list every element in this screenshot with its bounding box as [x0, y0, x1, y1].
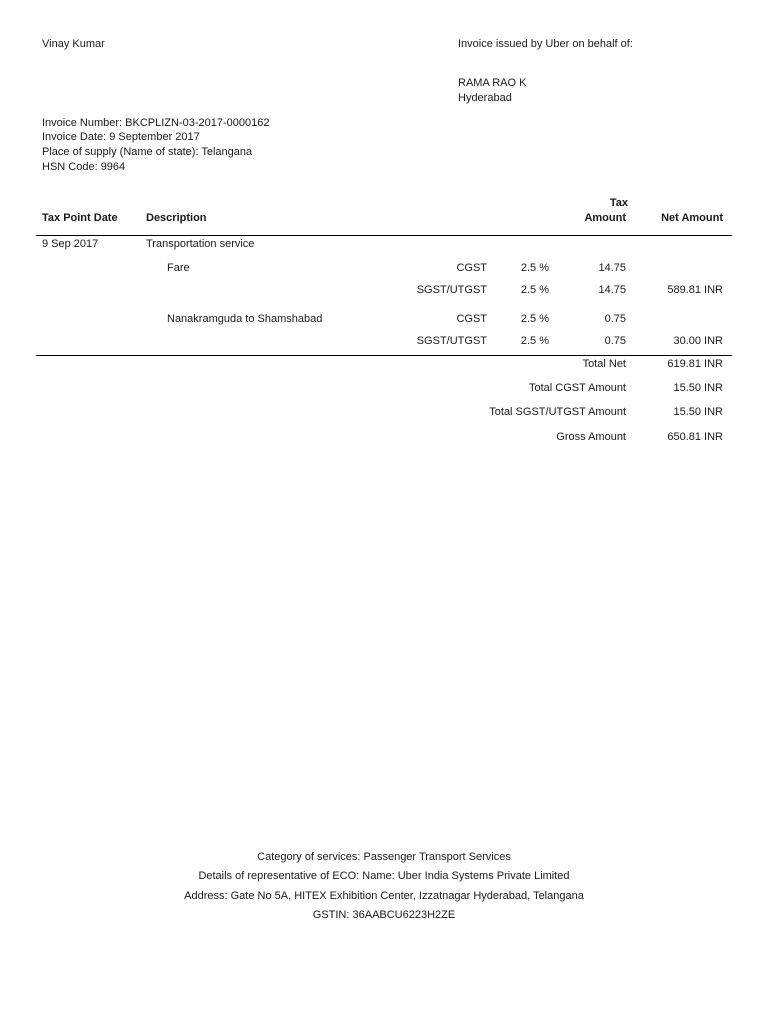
- footer-representative: Details of representative of ECO: Name: Uber India Systems Private Limited: [198, 870, 570, 882]
- invoice-number: Invoice Number: BKCPLIZN-03-2017-0000162: [42, 117, 270, 129]
- row-date: 9 Sep 2017: [42, 238, 99, 250]
- customer-name: Vinay Kumar: [42, 38, 105, 50]
- tax-type: SGST/UTGST: [416, 284, 487, 296]
- driver-city: Hyderabad: [458, 92, 512, 104]
- header-tax-amount-line1: Tax: [609, 197, 628, 209]
- totals-divider: [36, 355, 732, 356]
- tax-amount: 14.75: [598, 284, 626, 296]
- tax-type: SGST/UTGST: [416, 335, 487, 347]
- gross-amount-value: 650.81 INR: [667, 431, 723, 443]
- tax-rate: 2.5 %: [520, 335, 549, 347]
- row-service: Transportation service: [146, 238, 255, 250]
- footer-gstin: GSTIN: 36AABCU6223H2ZE: [312, 909, 456, 921]
- tax-amount: 14.75: [598, 262, 626, 274]
- invoice-date: Invoice Date: 9 September 2017: [42, 131, 200, 143]
- tax-rate: 2.5 %: [520, 262, 549, 274]
- net-amount: 589.81 INR: [667, 284, 723, 296]
- footer-address: Address: Gate No 5A, HITEX Exhibition Center, Izzatnagar Hyderabad, Telangana: [184, 890, 584, 902]
- tax-rate: 2.5 %: [520, 313, 549, 325]
- hsn-code: HSN Code: 9964: [42, 161, 126, 173]
- issuer-line: Invoice issued by Uber on behalf of:: [458, 38, 633, 50]
- net-amount: 30.00 INR: [673, 335, 723, 347]
- tax-type: CGST: [456, 262, 487, 274]
- tax-type: CGST: [456, 313, 487, 325]
- header-divider: [36, 235, 732, 236]
- tax-rate: 2.5 %: [520, 284, 549, 296]
- header-tax-point-date: Tax Point Date: [42, 212, 118, 224]
- tax-amount: 0.75: [604, 335, 626, 347]
- total-cgst-value: 15.50 INR: [673, 382, 723, 394]
- item-label: Nanakramguda to Shamshabad: [167, 313, 323, 325]
- gross-amount-label: Gross Amount: [556, 431, 626, 443]
- place-of-supply: Place of supply (Name of state): Telangana: [42, 146, 253, 158]
- total-sgst-label: Total SGST/UTGST Amount: [489, 406, 626, 418]
- total-sgst-value: 15.50 INR: [673, 406, 723, 418]
- header-tax-amount-line2: Amount: [584, 212, 626, 224]
- header-description: Description: [146, 212, 207, 224]
- header-net-amount: Net Amount: [661, 212, 723, 224]
- footer-category: Category of services: Passenger Transport Services: [257, 851, 511, 863]
- driver-name: RAMA RAO K: [458, 77, 527, 89]
- tax-amount: 0.75: [604, 313, 626, 325]
- item-label: Fare: [167, 262, 190, 274]
- total-cgst-label: Total CGST Amount: [528, 382, 626, 394]
- total-net-value: 619.81 INR: [667, 358, 723, 370]
- total-net-label: Total Net: [582, 358, 626, 370]
